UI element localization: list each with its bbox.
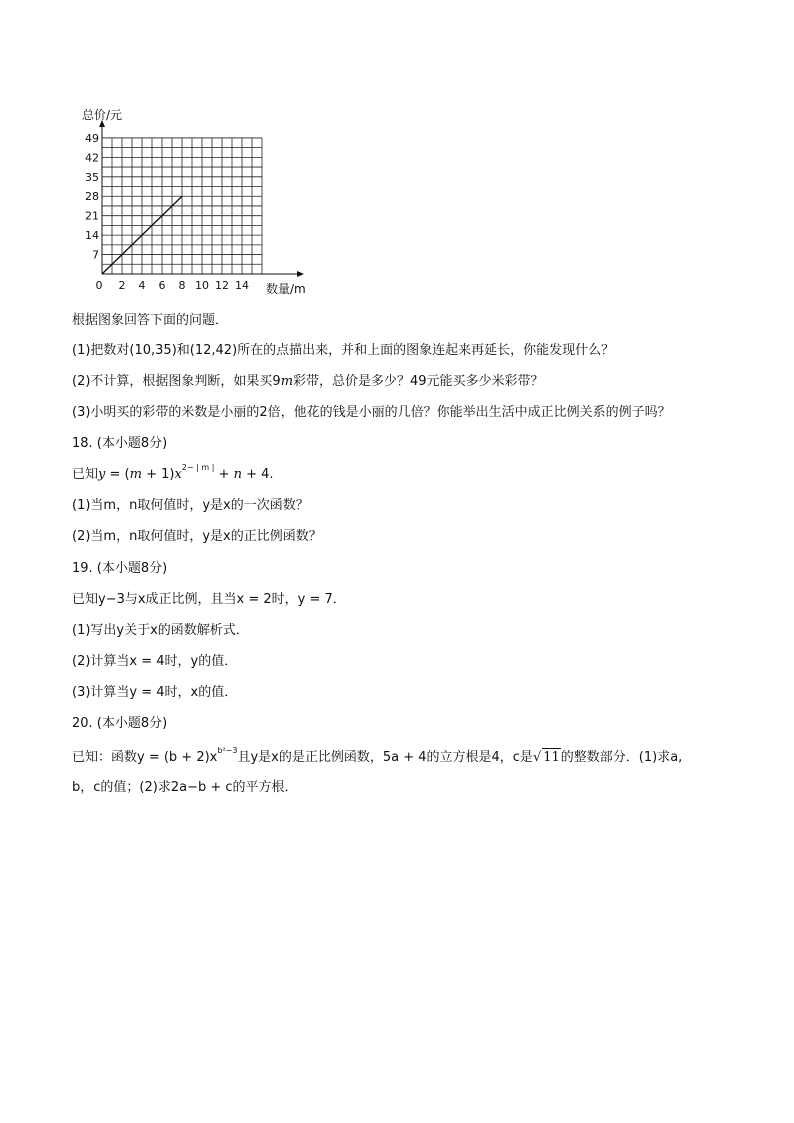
x-tick-label: 14: [235, 279, 249, 292]
q18-part1: (1)当m，n取何值时，y是x的一次函数？: [72, 498, 309, 513]
y-tick-label: 14: [85, 229, 99, 243]
x-tick-label: 4: [138, 279, 146, 292]
chart-axes: [99, 120, 304, 277]
chart-ticks: [85, 132, 249, 292]
y-tick-label: 7: [92, 248, 99, 262]
y-tick-label: 49: [85, 131, 99, 145]
q20-line2: b，c的值；(2)求2a−b + c的平方根．: [72, 780, 298, 795]
x-tick-label: 10: [195, 279, 209, 292]
x-tick-label: 8: [178, 279, 186, 292]
q19-part3: (3)计算当y = 4时，x的值．: [72, 685, 238, 700]
q19-stem: 已知y−3与x成正比例，且当x = 2时，y = 7．: [72, 592, 346, 607]
y-tick-label: 35: [85, 170, 99, 184]
q20-header: 20. (本小题8分): [72, 716, 168, 731]
x-tick-label: 2: [118, 279, 126, 292]
x-tick-label: 0: [95, 279, 103, 292]
y-tick-label: 42: [85, 151, 99, 165]
q17-part2: (2)不计算，根据图象判断，如果买9m彩带，总价是多少？49元能买多少米彩带？: [72, 374, 544, 389]
x-axis-label: 数量/m: [266, 282, 306, 296]
q18-part2: (2)当m，n取何值时，y是x的正比例函数？: [72, 529, 322, 544]
q19-part1: (1)写出y关于x的函数解析式．: [72, 623, 249, 638]
q20-line1: 已知：函数$y = (b + 2)x^{b^2-3}$且y是x的是正比例函数，5a + 4的立方根是4，c是√ 11的整数部分．(1)求a,: [72, 746, 683, 765]
q17-intro: 根据图象回答下面的问题．: [72, 313, 229, 328]
chart-grid: [102, 138, 262, 274]
x-tick-label: 12: [215, 279, 229, 292]
q19-part2: (2)计算当x = 4时，y的值．: [72, 654, 238, 669]
y-tick-label: 21: [85, 209, 99, 223]
x-tick-label: 6: [158, 279, 166, 292]
q19-header: 19. (本小题8分): [72, 561, 168, 576]
price-quantity-graph: [70, 100, 330, 300]
q18-stem: 已知$y = (m + 1)x^{2- | m |} + n + 4$.: [72, 463, 274, 482]
y-tick-label: 28: [85, 190, 99, 204]
y-axis-label: 总价/元: [82, 108, 123, 122]
q17-part1: (1)把数对(10,35)和(12,42)所在的点描出来，并和上面的图象连起来再延长，你能发现什么？: [72, 343, 615, 358]
q17-part3: (3)小明买的彩带的米数是小丽的2倍，他花的钱是小丽的几倍？你能举出生活中成正比例关系的例子吗？: [72, 405, 671, 420]
x-axis-arrow: [297, 271, 304, 277]
q18-header: 18. (本小题8分): [72, 436, 168, 451]
